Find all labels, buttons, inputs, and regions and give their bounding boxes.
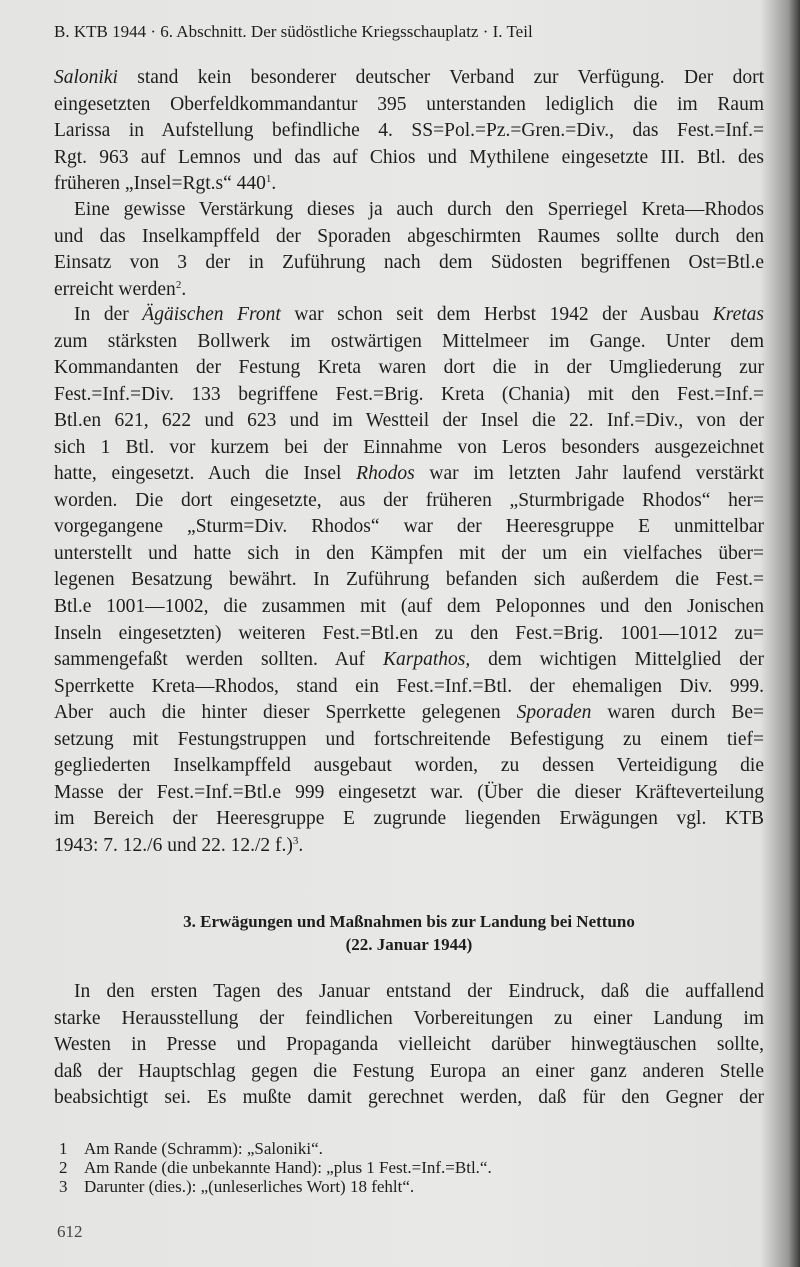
italic-text: Sporaden bbox=[516, 702, 592, 724]
text-line bbox=[54, 674, 764, 701]
text-line bbox=[54, 488, 764, 515]
text-line bbox=[54, 65, 764, 92]
text-run: zum stärksten Bollwerk im ostwärtigen Mittelmeer im Gange. Unter dem bbox=[54, 330, 764, 352]
text-line bbox=[54, 461, 764, 488]
footnote bbox=[59, 1177, 749, 1196]
text-run: und das Inselkampffeld der Sporaden abgeschirmten Raumes sollte durch den bbox=[54, 225, 764, 247]
paragraph bbox=[54, 979, 764, 1112]
text-line bbox=[54, 408, 764, 435]
text-run: war schon seit dem Herbst 1942 der Ausbau bbox=[280, 304, 713, 325]
text-run: In den ersten Tagen des Januar entstand der Eindruck, daß die auffallend bbox=[74, 981, 764, 1002]
text-line bbox=[54, 1006, 764, 1033]
text-run: In der bbox=[74, 304, 143, 325]
text-line bbox=[54, 700, 764, 727]
text-run: worden. Die dort eingesetzte, aus der früheren „Sturmbrigade Rhodos“ her= bbox=[54, 489, 764, 511]
text-run: war im letzten Jahr laufend verstärkt bbox=[414, 463, 765, 485]
footnote-number: 3 bbox=[59, 1177, 68, 1196]
section-heading: 3. Erwägungen und Maßnahmen bis zur Landung bei Nettuno bbox=[183, 912, 635, 931]
text-run: stand kein besonderer deutscher Verband zur Verfügung. Der dort bbox=[117, 67, 764, 88]
text-line bbox=[54, 514, 764, 541]
italic-text: Saloniki bbox=[54, 67, 118, 88]
text-line bbox=[54, 753, 764, 780]
italic-text: Rhodos bbox=[356, 463, 415, 485]
text-line bbox=[54, 567, 764, 594]
text-line bbox=[54, 541, 764, 568]
text-run: vorgegangene „Sturm=Div. Rhodos“ war der Heeresgruppe E unmittelbar bbox=[54, 516, 764, 538]
running-header: B. KTB 1944 · 6. Abschnitt. Der südöstliche Kriegsschauplatz · I. Teil bbox=[54, 22, 533, 41]
text-run: starke Herausstellung der feindlichen Vorbereitungen zu einer Landung im bbox=[54, 1007, 764, 1029]
text-line bbox=[54, 277, 764, 304]
text-line bbox=[54, 594, 764, 621]
text-line bbox=[54, 833, 764, 860]
italic-text: Karpathos, bbox=[382, 649, 471, 671]
text-line bbox=[54, 435, 764, 462]
text-run: früheren „Insel=Rgt.s“ 440 bbox=[54, 173, 266, 195]
text-line bbox=[54, 145, 764, 172]
text-line bbox=[54, 806, 764, 833]
text-run: Kommandanten der Festung Kreta waren dort die in der Umgliederung zur bbox=[54, 357, 764, 379]
text-line bbox=[54, 1059, 764, 1086]
text-run: 1943: 7. 12./6 und 22. 12./2 f.) bbox=[54, 834, 293, 856]
footnote-text: Darunter (dies.): „(unleserliches Wort) 18 fehlt“. bbox=[84, 1177, 415, 1196]
text-run: Larissa in Aufstellung befindliche 4. SS=Pol.=Pz.=Gren.=Div., das Fest.=Inf.= bbox=[54, 120, 764, 142]
text-run: eingesetzten Oberfeldkommandantur 395 unterstanden lediglich die im Raum bbox=[54, 93, 764, 115]
text-run: im Bereich der Heeresgruppe E zugrunde liegenden Erwägungen vgl. KTB bbox=[54, 808, 764, 830]
text-line bbox=[54, 1085, 764, 1112]
text-run: sich 1 Btl. vor kurzem bei der Einnahme von Leros besonders ausgezeichnet bbox=[54, 436, 764, 458]
text-line bbox=[54, 171, 764, 198]
text-line bbox=[54, 197, 764, 224]
paragraph bbox=[54, 65, 764, 198]
text-line bbox=[54, 302, 764, 329]
text-run: Inseln eingesetzten) weiteren Fest.=Btl.en zu den Fest.=Brig. 1001—1012 zu= bbox=[54, 622, 764, 644]
italic-text: Kretas bbox=[712, 304, 765, 325]
footnote-text: Am Rande (Schramm): „Saloniki“. bbox=[84, 1139, 323, 1158]
page-number: 612 bbox=[57, 1222, 83, 1241]
footnote-ref: 1 bbox=[265, 173, 272, 186]
text-run: . bbox=[271, 173, 277, 195]
text-run: Rgt. 963 auf Lemnos und das auf Chios und Mythilene eingesetzte III. Btl. des bbox=[54, 146, 764, 168]
text-run: beabsichtigt sei. Es mußte damit gerechnet werden, daß für den Gegner der bbox=[54, 1087, 764, 1109]
footnote bbox=[59, 1139, 749, 1158]
text-run: gegliederten Inselkampffeld ausgebaut worden, zu dessen Verteidigung die bbox=[54, 755, 764, 777]
text-run: . bbox=[298, 834, 304, 856]
text-run: daß der Hauptschlag gegen die Festung Europa an einer ganz anderen Stelle bbox=[54, 1060, 764, 1082]
text-line bbox=[54, 621, 764, 648]
footnote-text: Am Rande (die unbekannte Hand): „plus 1 Fest.=Inf.=Btl.“. bbox=[84, 1158, 492, 1177]
text-run: setzung mit Festungstruppen und fortschreitende Befestigung zu einem tief= bbox=[54, 728, 764, 750]
text-line bbox=[54, 118, 764, 145]
text-run: hatte, eingesetzt. Auch die Insel bbox=[54, 463, 357, 485]
text-run: Einsatz von 3 der in Zuführung nach dem Südosten begriffenen Ost=Btl.e bbox=[54, 252, 764, 274]
text-run: Aber auch die hinter dieser Sperrkette gelegenen bbox=[54, 702, 517, 724]
text-line bbox=[54, 382, 764, 409]
text-run: legenen Besatzung bewährt. In Zuführung befanden sich außerdem die Fest.= bbox=[54, 569, 764, 591]
text-line bbox=[54, 224, 764, 251]
footnote-ref: 2 bbox=[175, 278, 182, 291]
text-run: Btl.e 1001—1002, die zusammen mit (auf dem Peloponnes und den Jonischen bbox=[54, 596, 764, 618]
footnote-number: 2 bbox=[59, 1158, 68, 1177]
text-run: Masse der Fest.=Inf.=Btl.e 999 eingesetzt war. (Über die dieser Kräfteverteilung bbox=[54, 781, 764, 803]
text-run: Sperrkette Kreta—Rhodos, stand ein Fest.=Inf.=Btl. der ehemaligen Div. 999. bbox=[54, 675, 764, 697]
footnotes bbox=[59, 1139, 749, 1196]
text-run: . bbox=[181, 278, 187, 300]
footnote-number: 1 bbox=[59, 1139, 68, 1158]
text-run: dem wichtigen Mittelglied der bbox=[470, 649, 764, 671]
text-line bbox=[54, 329, 764, 356]
text-line bbox=[54, 647, 764, 674]
italic-text: Ägäischen Front bbox=[142, 304, 281, 325]
text-line bbox=[54, 250, 764, 277]
section-heading-date: (22. Januar 1944) bbox=[345, 935, 473, 954]
text-run: unterstellt und hatte sich in den Kämpfen mit der um ein vielfaches über= bbox=[54, 542, 764, 564]
text-run: Westen in Presse und Propaganda vielleicht darüber hinwegtäuschen sollte, bbox=[54, 1034, 764, 1056]
text-run: Eine gewisse Verstärkung dieses ja auch durch den Sperriegel Kreta—Rhodos bbox=[74, 199, 764, 220]
text-run: sammengefaßt werden sollten. Auf bbox=[54, 649, 383, 671]
text-run: Btl.en 621, 622 und 623 und im Westteil der Insel die 22. Inf.=Div., von der bbox=[54, 410, 764, 432]
text-line bbox=[54, 1032, 764, 1059]
paragraph bbox=[54, 302, 764, 859]
paragraph bbox=[54, 197, 764, 303]
text-line bbox=[54, 727, 764, 754]
text-run: Fest.=Inf.=Div. 133 begriffene Fest.=Brig. Kreta (Chania) mit den Fest.=Inf.= bbox=[54, 383, 764, 405]
footnote-ref: 3 bbox=[292, 834, 299, 847]
text-run: erreicht werden bbox=[54, 278, 176, 300]
text-line bbox=[54, 355, 764, 382]
footnote bbox=[59, 1158, 749, 1177]
text-run: waren durch Be= bbox=[591, 702, 764, 724]
text-line bbox=[54, 92, 764, 119]
text-line bbox=[54, 780, 764, 807]
text-line bbox=[54, 979, 764, 1006]
